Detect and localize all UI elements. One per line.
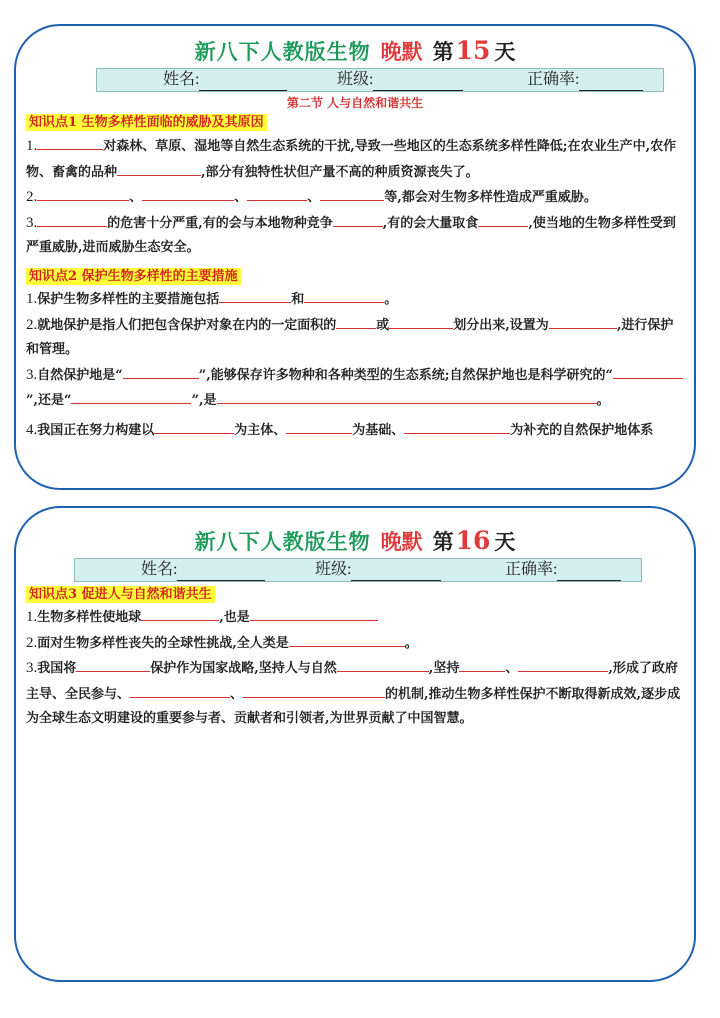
name-label: 姓名: — [141, 561, 178, 578]
accuracy-field[interactable] — [557, 563, 621, 581]
accuracy-field[interactable] — [579, 73, 643, 91]
answer-blank[interactable] — [518, 656, 564, 672]
worksheet-title: 新八下人教版生物 晚默 第15 天 — [194, 36, 516, 65]
answer-blank[interactable] — [247, 185, 307, 201]
name-label: 姓名: — [163, 71, 200, 88]
answer-blank[interactable] — [336, 313, 376, 329]
knowledge-point-3-label: 知识点3 促进人与自然和谐共生 — [26, 586, 215, 603]
answer-blank[interactable] — [549, 313, 617, 329]
answer-blank[interactable] — [76, 656, 150, 672]
class-field[interactable] — [351, 563, 441, 581]
question-2: 2. 、 、 、 等,都会对生物多样性造成严重威胁。 — [26, 185, 684, 211]
answer-blank[interactable] — [219, 287, 291, 303]
answer-blank[interactable] — [404, 418, 510, 434]
measure-3: 3.自然保护地是“ ”,能够保存许多物种和各种类型的生态系统;自然保护地也是科学研究的“”,还是“ ”,是 。 — [26, 363, 684, 414]
answer-blank[interactable] — [289, 631, 405, 647]
knowledge-point-2-label: 知识点2 保护生物多样性的主要措施 — [26, 268, 241, 285]
question-3: 3. 的危害十分严重,有的会与本地物种竞争 ,有的会大量取食 ,使当地的生物多样性受到严重威胁,进而威胁生态安全。 — [26, 211, 684, 261]
answer-blank[interactable] — [117, 160, 201, 176]
name-field[interactable] — [199, 73, 287, 91]
answer-blank[interactable] — [564, 656, 608, 672]
question-1: 1. 对森林、草原、湿地等自然生态系统的干扰,导致一些地区的生态系统多样性降低;在农业生产中,农作物、畜禽的品种 ,部分有独特性状但产量不高的种质资源丧失了。 — [26, 134, 684, 185]
answer-blank[interactable] — [478, 211, 528, 227]
answer-blank[interactable] — [217, 388, 367, 404]
worksheet-title: 新八下人教版生物 晚默 第16 天 — [194, 526, 516, 555]
answer-blank[interactable] — [320, 185, 384, 201]
measure-4: 4.我国正在努力构建以 为主体、 为基础、 为补充的自然保护地体系 — [26, 418, 684, 444]
question-3: 3.我国将 保护作为国家战略,坚持人与自然 ,坚持 、 ,形成了政府主导、全民参与、 、 的机制,推动生物多样性保护不断取得新成效,逐步成为全球生态文明建设的重要参与者、贡献者和引领者,为世界贡献了中国智慧。 — [26, 656, 684, 732]
answer-blank[interactable] — [142, 185, 234, 201]
answer-blank[interactable] — [333, 211, 383, 227]
accuracy-label: 正确率: — [527, 71, 580, 88]
measure-2: 2.就地保护是指人们把包含保护对象在内的一定面积的 或 划分出来,设置为 ,进行保护和管理。 — [26, 313, 684, 363]
answer-blank[interactable] — [243, 682, 385, 698]
answer-blank[interactable] — [389, 313, 453, 329]
answer-blank[interactable] — [613, 363, 683, 379]
answer-blank[interactable] — [367, 388, 597, 404]
answer-blank[interactable] — [337, 656, 429, 672]
questions-kp1 — [26, 134, 684, 261]
measure-1: 1.保护生物多样性的主要措施包括 和 。 — [26, 287, 684, 313]
question-1: 1.生物多样性使地球 ,也是 — [26, 605, 684, 631]
name-field[interactable] — [177, 563, 265, 581]
answer-blank[interactable] — [37, 185, 129, 201]
knowledge-point-1-label: 知识点1 生物多样性面临的威胁及其原因 — [26, 114, 267, 131]
accuracy-label: 正确率: — [505, 561, 558, 578]
answer-blank[interactable] — [123, 363, 199, 379]
answer-blank[interactable] — [71, 388, 191, 404]
answer-blank[interactable] — [154, 418, 234, 434]
day-number: 15 — [455, 36, 491, 65]
worksheet-day-15 — [14, 24, 696, 490]
class-field[interactable] — [373, 73, 463, 91]
student-info-bar — [96, 68, 664, 92]
answer-blank[interactable] — [37, 134, 103, 150]
day-number: 16 — [455, 526, 491, 555]
answer-blank[interactable] — [37, 211, 107, 227]
answer-blank[interactable] — [130, 682, 230, 698]
answer-blank[interactable] — [250, 605, 378, 621]
answer-blank[interactable] — [286, 418, 352, 434]
section-heading: 第二节 人与自然和谐共生 — [286, 96, 424, 110]
class-label: 班级: — [337, 71, 374, 88]
questions-kp3 — [26, 605, 684, 732]
answer-blank[interactable] — [459, 656, 505, 672]
question-2: 2.面对生物多样性丧失的全球性挑战,全人类是 。 — [26, 631, 684, 657]
questions-kp2 — [26, 287, 684, 443]
answer-blank[interactable] — [304, 287, 384, 303]
class-label: 班级: — [315, 561, 352, 578]
student-info-bar — [74, 558, 642, 582]
worksheet-day-16 — [14, 506, 696, 982]
answer-blank[interactable] — [141, 605, 219, 621]
